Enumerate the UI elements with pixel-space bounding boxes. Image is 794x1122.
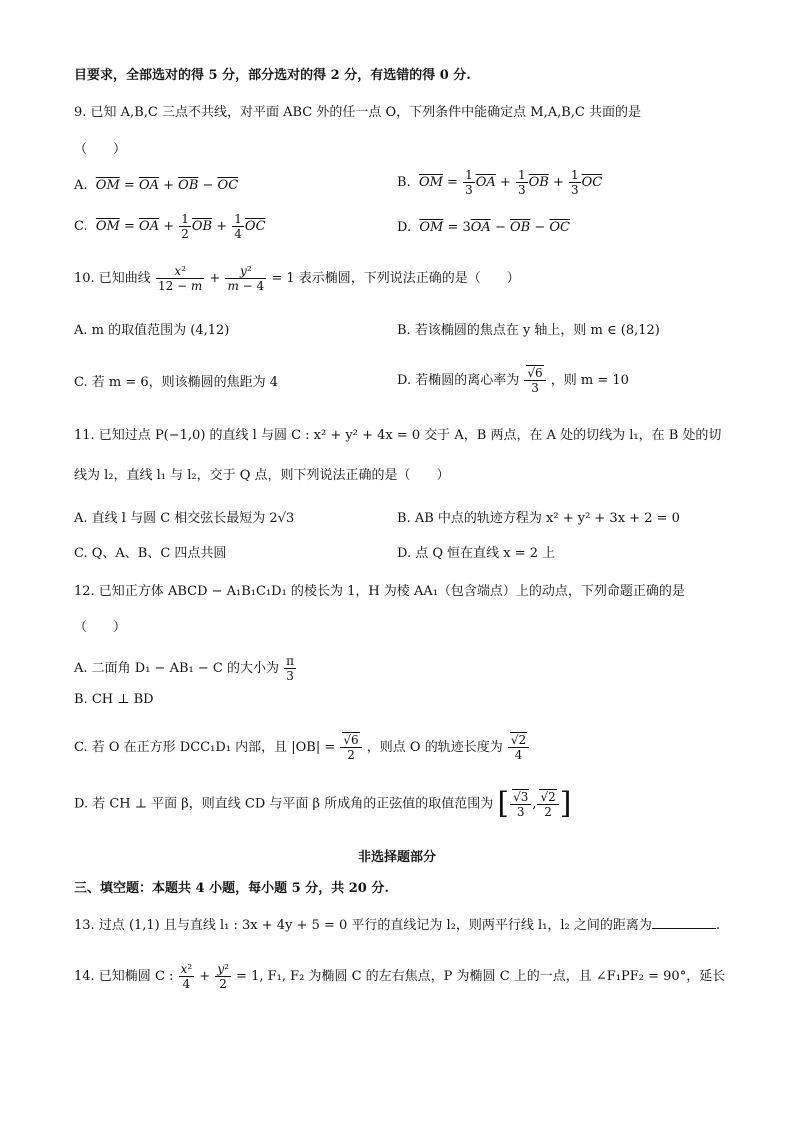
question-13: 13. 过点 (1,1) 且与直线 l₁ : 3x + 4y + 5 = 0 平行的直线记为 l₂，则两平行线 l₁，l₂ 之间的距离为 . xyxy=(74,918,721,933)
question-11-option-a: A. 直线 l 与圆 C 相交弦长最短为 2√3 xyxy=(74,511,295,526)
question-11-stem-line-1: 11. 已知过点 P(−1,0) 的直线 l 与圆 C : x² + y² + 4x = 0 交于 A，B 两点，在 A 处的切线为 l₁，在 B 处的切 xyxy=(74,428,722,443)
section-3-heading: 三、填空题：本题共 4 小题，每小题 5 分，共 20 分. xyxy=(74,881,389,896)
question-9-option-a: A. $\overline{OM} = \overline{OA} + \overline{OB} - \overline{OC}$ xyxy=(74,178,239,193)
question-11-option-b: B. AB 中点的轨迹方程为 x² + y² + 3x + 2 = 0 xyxy=(397,511,680,526)
question-11-option-d: D. 点 Q 恒在直线 x = 2 上 xyxy=(397,546,556,561)
question-14: 14. 已知椭圆 C : $\frac{\text{x²}}{4}$ + $\frac{\text{y²}}{2}$ = 1, F₁, F₂ 为椭圆 C 的左右焦点，P 为椭圆 C 上的一点，且 ∠F₁PF₂ = 90°，延长 xyxy=(74,962,726,991)
section-title: 非选择题部分 xyxy=(357,850,436,865)
question-9-option-d: D. $\overline{OM} = 3\overline{OA} - \overline{OB} - \overline{OC}$ xyxy=(397,220,570,235)
question-9-option-b: B. $\overline{OM}$ = $\frac{1}{3}$ $\overline{OA}$ + $\frac{1}{3}$ $\overline{OB}$ + $\frac{1}{3}$ $\overline{OC}$ xyxy=(397,168,603,197)
question-10-option-a: A. m 的取值范围为 (4,12) xyxy=(74,323,230,338)
question-10-option-b: B. 若该椭圆的焦点在 y 轴上，则 m ∈ (8,12) xyxy=(397,323,660,338)
question-12-paren: （ ） xyxy=(74,620,127,635)
question-12-option-c: C. 若 O 在正方形 DCC₁D₁ 内部，且 |OB| = $\frac{√6}{2}$ ，则点 O 的轨迹长度为 $\frac{√2}{4}$ xyxy=(74,733,530,762)
question-12-stem: 12. 已知正方体 ABCD − A₁B₁C₁D₁ 的棱长为 1，H 为棱 AA₁（包含端点）上的动点，下列命题正确的是 xyxy=(74,584,685,599)
question-9-stem: 9. 已知 A,B,C 三点不共线，对平面 ABC 外的任一点 O，下列条件中能确定点 M,A,B,C 共面的是 xyxy=(74,105,641,120)
section-instructions: 目要求，全部选对的得 5 分，部分选对的得 2 分，有选错的得 0 分. xyxy=(74,68,471,83)
question-10-option-c: C. 若 m = 6，则该椭圆的焦距为 4 xyxy=(74,375,279,390)
question-9-option-c: C. $\overline{OM} = \overline{OA}$ + $\frac{1}{2}$ $\overline{OB}$ + $\frac{1}{4}$ $\overline{OC}$ xyxy=(74,212,266,241)
question-10-option-d: D. 若椭圆的离心率为 $\frac{√6}{3}$ ，则 m = 10 xyxy=(397,366,629,395)
question-10-stem: 10. 已知曲线 $\frac{\text{x²}}{12 - m}$ + $\frac{\text{y²}}{m - 4}$ = 1 表示椭圆，下列说法正确的是（ ） xyxy=(74,264,520,293)
answer-blank xyxy=(652,916,716,929)
question-11-option-c: C. Q、A、B、C 四点共圆 xyxy=(74,546,227,561)
question-12-option-d: D. 若 CH ⊥ 平面 β，则直线 CD 与平面 β 所成角的正弦值的取值范围为 [ $\frac{√3}{3}$ , $\frac{√2}{2}$ ] xyxy=(74,786,572,821)
question-9-paren: （ ） xyxy=(74,142,127,157)
question-12-option-a: A. 二面角 D₁ − AB₁ − C 的大小为 $\frac{\pi}{3}$ xyxy=(74,654,294,683)
question-12-option-b: B. CH ⊥ BD xyxy=(74,692,154,707)
question-11-stem-line-2: 线为 l₂，直线 l₁ 与 l₂，交于 Q 点，则下列说法正确的是（ ） xyxy=(74,468,450,483)
